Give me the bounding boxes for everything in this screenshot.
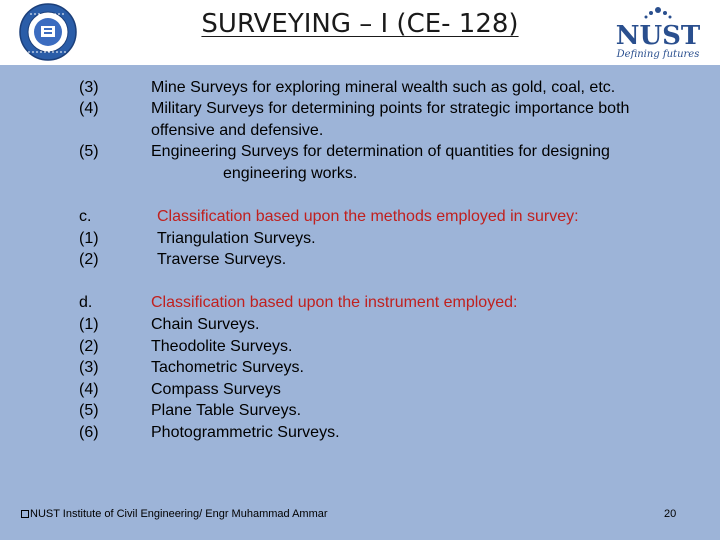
slide-header (0, 0, 720, 65)
item-number: (4) (79, 100, 99, 117)
item-text: engineering works. (223, 165, 358, 182)
checkbox-bullet-icon (21, 510, 29, 518)
nust-logo (600, 4, 716, 60)
item-text: Plane Table Surveys. (151, 402, 302, 419)
section-heading: Classification based upon the instrument employed: (151, 294, 518, 311)
item-number: (3) (79, 359, 99, 376)
section-label: c. (79, 208, 92, 225)
page-title: SURVEYING – I (CE- 128) (201, 9, 519, 39)
item-number: (1) (79, 316, 99, 333)
footer-text: NUST Institute of Civil Engineering/ Engr Muhammad Ammar (30, 508, 328, 520)
item-number: (3) (79, 79, 99, 96)
item-text: offensive and defensive. (151, 122, 324, 139)
page-number: 20 (664, 508, 677, 520)
item-number: (5) (79, 402, 99, 419)
item-text: Engineering Surveys for determination of quantities for designing (151, 143, 610, 160)
item-number: (5) (79, 143, 99, 160)
footer-credit (21, 508, 328, 520)
svg-text:Defining futures: Defining futures (616, 49, 700, 60)
section-heading: Classification based upon the methods employed in survey: (157, 208, 579, 225)
item-text: Traverse Surveys. (157, 251, 287, 268)
item-number: (6) (79, 424, 99, 441)
item-text: Theodolite Surveys. (151, 338, 293, 355)
item-text: Photogrammetric Surveys. (151, 424, 340, 441)
item-text: Military Surveys for determining points for strategic importance both (151, 100, 630, 117)
section-label: d. (79, 294, 93, 311)
item-number: (4) (79, 381, 99, 398)
item-number: (2) (79, 338, 99, 355)
item-text: Triangulation Surveys. (157, 230, 316, 247)
svg-text:NUST: NUST (615, 21, 701, 51)
item-number: (1) (79, 230, 99, 247)
item-text: Tachometric Surveys. (151, 359, 304, 376)
item-text: Mine Surveys for exploring mineral wealth such as gold, coal, etc. (151, 79, 616, 96)
item-text: Compass Surveys (151, 381, 281, 398)
item-number: (2) (79, 251, 99, 268)
item-text: Chain Surveys. (151, 316, 260, 333)
